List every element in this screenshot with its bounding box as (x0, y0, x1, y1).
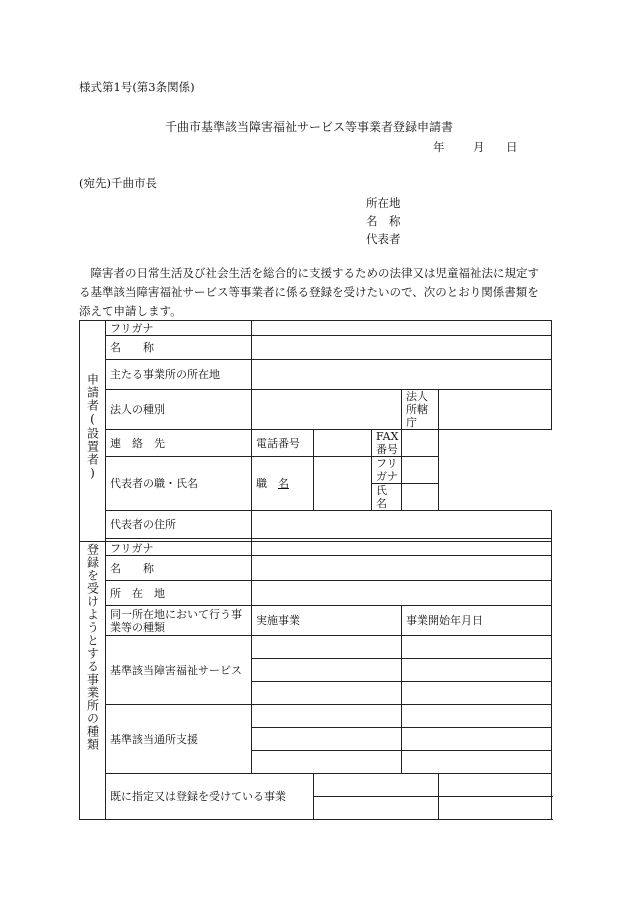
rep-address-field[interactable] (252, 511, 552, 539)
rep-title-name-label: 代表者の職・氏名 (106, 457, 252, 511)
rep-furigana-label: フリガナ (372, 457, 402, 484)
applicant-name-label: 名 称 (366, 214, 401, 228)
same-location-services-label: 同一所在地において行う事業等の種類 (106, 606, 252, 636)
form-number: 様式第1号(第3条関係) (79, 80, 195, 94)
applicant-furigana-label: フリガナ (106, 321, 252, 336)
service-daycare-date-2[interactable] (402, 728, 552, 751)
rep-job-label (252, 457, 314, 511)
applicant-furigana-field[interactable] (252, 321, 552, 336)
service-daycare-date-1[interactable] (402, 705, 552, 728)
rep-job-field[interactable] (314, 457, 372, 511)
section-facility-label: 登録を受けようとする事業所の種類 (80, 542, 106, 820)
already-designated-date-1[interactable] (439, 774, 552, 797)
contact-label: 連 絡 先 (106, 430, 252, 457)
service-daycare-date-3[interactable] (402, 751, 552, 774)
application-form-table (79, 320, 552, 820)
application-body-text: 障害者の日常生活及び社会生活を総合的に支援するための法律又は児童福祉法に規定する基準該当障害福祉サービス等事業者に係る登録を受けたいので、次のとおり関係書類を添えて申請します。 (79, 266, 539, 318)
already-designated-label: 既に指定又は登録を受けている事業 (106, 774, 314, 820)
service-daycare-label: 基準該当通所支援 (106, 705, 252, 774)
fax-field[interactable] (402, 430, 439, 457)
corporation-authority-label: 法人所轄庁 (402, 390, 439, 430)
date-day-label: 日 (506, 140, 518, 154)
facility-furigana-field[interactable] (252, 542, 552, 556)
rep-name-field[interactable] (402, 484, 439, 511)
applicant-location-label: 所在地 (366, 196, 401, 210)
date-month-label: 月 (473, 140, 485, 154)
service-daycare-field-2[interactable] (252, 728, 402, 751)
service-welfare-field-1[interactable] (252, 636, 402, 659)
service-implemented-header: 実施事業 (252, 606, 402, 636)
rep-job-underlined: 名 (278, 477, 289, 490)
phone-field[interactable] (314, 430, 372, 457)
section-applicant-label: 申請者(設置者) (80, 321, 106, 542)
service-welfare-date-1[interactable] (402, 636, 552, 659)
rep-furigana-field[interactable] (402, 457, 439, 484)
corporation-type-field[interactable] (252, 390, 402, 430)
service-welfare-field-2[interactable] (252, 659, 402, 682)
facility-location-label: 所 在 地 (106, 581, 252, 606)
main-office-location-label: 主たる事業所の所在地 (106, 360, 252, 390)
rep-name-label: 氏 名 (372, 484, 402, 511)
page-title: 千曲市基準該当障害福祉サービス等事業者登録申請書 (165, 120, 454, 134)
service-daycare-field-1[interactable] (252, 705, 402, 728)
facility-furigana-label: フリガナ (106, 542, 252, 556)
already-designated-field-1[interactable] (314, 774, 439, 797)
start-date-header: 事業開始年月日 (402, 606, 552, 636)
applicant-representative-label: 代表者 (366, 232, 401, 246)
corporation-type-label: 法人の種別 (106, 390, 252, 430)
main-office-location-field[interactable] (252, 360, 552, 390)
already-designated-date-2[interactable] (439, 797, 552, 820)
rep-job-text: 職 (256, 477, 267, 490)
phone-label: 電話番号 (252, 430, 314, 457)
facility-name-label: 名 称 (106, 556, 252, 581)
applicant-name-field[interactable] (252, 336, 552, 360)
service-welfare-date-2[interactable] (402, 659, 552, 682)
service-welfare-date-3[interactable] (402, 682, 552, 705)
fax-label: FAX番号 (372, 430, 402, 457)
rep-address-label: 代表者の住所 (106, 511, 252, 539)
addressee: (宛先)千曲市長 (79, 176, 157, 190)
applicant-name-row-label: 名 称 (106, 336, 252, 360)
service-welfare-label: 基準該当障害福祉サービス (106, 636, 252, 705)
already-designated-field-2[interactable] (314, 797, 439, 820)
corporation-authority-field[interactable] (439, 390, 552, 430)
service-welfare-field-3[interactable] (252, 682, 402, 705)
date-year-label: 年 (433, 140, 445, 154)
facility-location-field[interactable] (252, 581, 552, 606)
service-daycare-field-3[interactable] (252, 751, 402, 774)
facility-name-field[interactable] (252, 556, 552, 581)
